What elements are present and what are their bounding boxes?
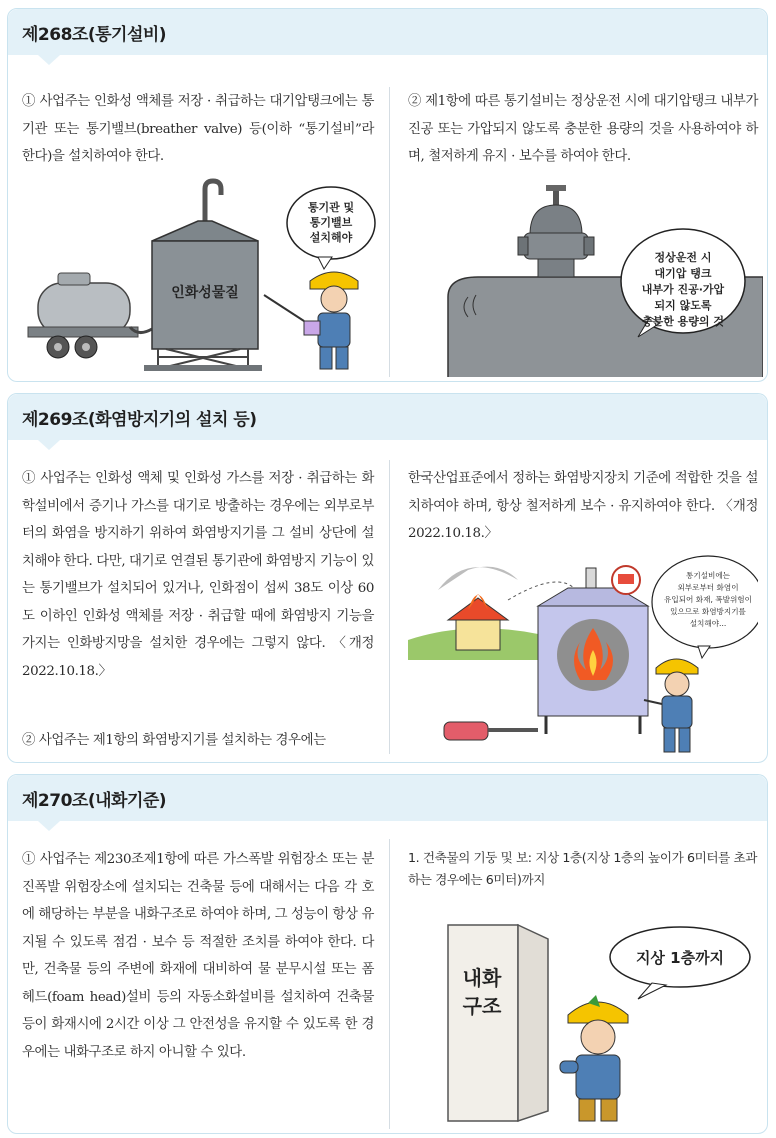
tank-label: 인화성물질 (171, 285, 239, 301)
bubble-line: 통기관 및 (307, 201, 355, 214)
section-270 (7, 774, 768, 1134)
bubble-line: 있으므로 화염방지기를 (670, 607, 746, 616)
article-text-right: ② 제1항에 따른 통기설비는 정상운전 시에 대기압탱크 내부가 진공 또는 가압되지 않도록 충분한 용량의 것을 사용하여야 하며, 철저하게 유지 · 보수를 하여야 한다. (408, 94, 758, 164)
bubble-line: 대기압 탱크 (654, 267, 712, 280)
bubble-line: 유입되어 화재, 폭발위험이 (664, 595, 752, 604)
bubble-line: 설치해야... (689, 619, 727, 628)
bubble-line: 내부가 진공·가압 (641, 283, 725, 296)
section-268 (7, 8, 768, 382)
column-divider (389, 460, 390, 754)
section-title: 제269조(화염방지기의 설치 등) (22, 409, 257, 430)
section-title: 제270조(내화기준) (22, 790, 167, 811)
section-header (8, 9, 767, 55)
bubble-line: 통기설비에는 (685, 571, 731, 580)
bubble-line: 되지 않도록 (654, 299, 712, 312)
section-header (8, 394, 767, 440)
article-text-right: 한국산업표준에서 정하는 화염방지장치 기준에 적합한 것을 설치하여야 하며, 항상 철저하게 보수 · 유지하여야 한다. 〈개정 2022.10.18.〉 (408, 471, 758, 541)
column-divider (389, 87, 390, 377)
breather-valve-illustration (438, 177, 763, 377)
header-notch (38, 821, 60, 831)
worker-character (644, 659, 698, 752)
column-divider (389, 839, 390, 1129)
section-269 (7, 393, 768, 763)
bubble-line: 통기밸브 (309, 216, 353, 229)
section-header (8, 775, 767, 821)
header-notch (38, 55, 60, 65)
article-item-1: 1. 건축물의 기둥 및 보: 지상 1층(지상 1층의 높이가 6미터를 초과하는 경우에는 6미터)까지 (408, 850, 758, 887)
bubble-line: 설치해야 (309, 231, 353, 244)
article-text-left-2: ② 사업주는 제1항의 화염방지기를 설치하는 경우에는 (22, 733, 326, 748)
article-text-left: ① 사업주는 인화성 액체를 저장 · 취급하는 대기압탱크에는 통기관 또는 통기밸브(breather valve) 등(이하 “통기설비”라 한다)을 설치하여야 한다. (22, 94, 374, 164)
wall-label-line: 구조 (462, 994, 502, 1018)
bubble-line: 충분한 용량의 것 (641, 315, 725, 328)
article-text-left: ① 사업주는 인화성 액체 및 인화성 가스를 저장 · 취급하는 화학설비에서 증기나 가스를 대기로 방출하는 경우에는 외부로부터의 화염을 방지하기 위하여 화염방지기를 그 설비 상단에 설치해야 한다. 다만, 대기로 연결된 통기관에 화염방지 기능이 있는 통기밸브가 설치되어 있거나, 인화점이 섭씨 38도 이상 60도 이하인 인화성 액체를 저장 · 취급할 때에 화염방지 기능을 가지는 인화방지망을 설치한 경우에는 그렇지 않다. 〈개정 2022.10.18.〉 (22, 471, 374, 679)
header-notch (38, 440, 60, 450)
flame-arrester-illustration (408, 550, 758, 758)
wall-label-line: 내화 (462, 966, 502, 990)
worker-character (264, 272, 358, 369)
tank-vent-illustration (18, 177, 388, 377)
bubble-line: 외부로부터 화염이 (677, 583, 739, 592)
bubble-text: 지상 1층까지 (635, 949, 725, 967)
article-text-left: ① 사업주는 제230조제1항에 따른 가스폭발 위험장소 또는 분진폭발 위험장소에 설치되는 건축물 등에 대해서는 다음 각 호에 해당하는 부분을 내화구조로 하여야 하며, 그 성능이 항상 유지될 수 있도록 점검 · 보수 등 적절한 조치를 하여야 한다. 다만, 건축물 등의 주변에 화재에 대비하여 물 분무시설 또는 폼 헤드(foam head)설비 등의 자동소화설비를 설치하여 건축물 등이 화재시에 2시간 이상 그 안전성을 유지할 수 있도록 한 경우에는 내화구조로 하지 아니할 수 있다. (22, 852, 374, 1060)
section-title: 제268조(통기설비) (22, 24, 167, 45)
worker-character (560, 995, 628, 1121)
bubble-line: 정상운전 시 (654, 251, 712, 264)
fireproof-structure-illustration (438, 915, 758, 1125)
